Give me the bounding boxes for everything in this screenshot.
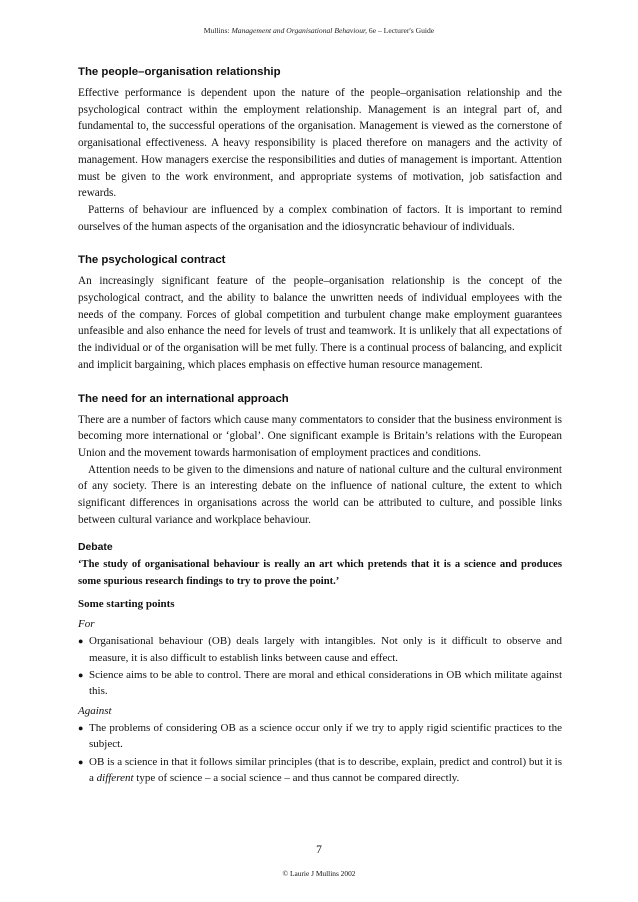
for-label: For xyxy=(78,618,95,631)
against-points-list xyxy=(78,720,562,786)
bullet-icon: ● xyxy=(78,723,84,734)
list-item: ● Organisational behaviour (OB) deals largely with intangibles. Not only is it difficult to observe and measure, it is also difficult to establish links between cause and effect. xyxy=(78,635,562,664)
header-book-title: Management and Organisational Behaviour, xyxy=(231,26,368,35)
copyright-notice: © Laurie J Mullins 2002 xyxy=(282,869,356,878)
running-header xyxy=(0,26,638,35)
debate-heading: Debate xyxy=(78,542,113,554)
header-edition: 6e – Lecturer's Guide xyxy=(368,26,435,35)
emphasis-different: different xyxy=(96,771,134,784)
section-heading-people-organisation: The people–organisation relationship xyxy=(78,66,281,78)
starting-points-label: Some starting points xyxy=(78,598,175,611)
bullet-icon: ● xyxy=(78,669,84,680)
paragraph: An increasingly significant feature of the people–organisation relationship is the concept of the psychological contract, and the ability to balance the unwritten needs of individual employees with the needs of the company. Forces of global competition and turbulent change make employment guarantees unfeasible and also enhance the need for levels of trust and teamwork. It is unlikely that all expectations of the individual or of the organisation will be met fully. There is a continual process of balancing, and explicit and implicit bargaining, which places emphasis on effective human resource management. xyxy=(78,275,562,371)
against-label: Against xyxy=(78,705,112,718)
page-body xyxy=(78,66,562,787)
page-number: 7 xyxy=(316,844,322,856)
paragraph: Effective performance is dependent upon the nature of the people–organisation relationship and the psychological contract within the employment relationship. Management is an integral part of, and fundamental to, the successful operations of the organisation. Management is viewed as the cornerstone of organisational effectiveness. A heavy responsibility is placed therefore on managers and the activity of management. How managers exercise the responsibilities and duties of management is important. Attention must be given to the work environment, and appropriate systems of motivation, job satisfaction and rewards. xyxy=(78,87,562,200)
header-author: Mullins: xyxy=(203,26,230,35)
bullet-icon: ● xyxy=(78,756,84,767)
list-item: ● The problems of considering OB as a science occur only if we try to apply rigid scientific practices to the subject. xyxy=(78,722,562,751)
paragraph: There are a number of factors which cause many commentators to consider that the business environment is becoming more international or ‘global’. One significant example is Britain’s relations with the European Union and the movement towards harmonisation of employment practices and conditions. xyxy=(78,413,562,459)
section-heading-international-approach: The need for an international approach xyxy=(78,392,289,405)
debate-quote: ‘The study of organisational behaviour is really an art which pretends that it is a science and produces some spurious research findings to try to prove the point.’ xyxy=(78,559,562,587)
paragraph: Attention needs to be given to the dimensions and nature of national culture and the cultural environment of any society. There is an interesting debate on the influence of national culture, the extent to which significant differences in organisations across the world can be attributed to culture, and possible links between cultural variance and workplace behaviour. xyxy=(78,463,562,526)
bullet-icon: ● xyxy=(78,636,84,647)
paragraph: Patterns of behaviour are influenced by a complex combination of factors. It is important to remind ourselves of the human aspects of the organisation and the idiosyncratic behaviour of individuals. xyxy=(78,203,562,233)
for-points-list xyxy=(78,633,562,699)
section-heading-psychological-contract: The psychological contract xyxy=(78,254,226,267)
list-item: ● Science aims to be able to control. There are moral and ethical considerations in OB which militate against this. xyxy=(78,668,562,698)
list-item: ● OB is a science in that it follows similar principles (that is to describe, explain, predict and control) but it is a different type of science – a social science – and thus cannot be compared directly. xyxy=(78,755,562,784)
